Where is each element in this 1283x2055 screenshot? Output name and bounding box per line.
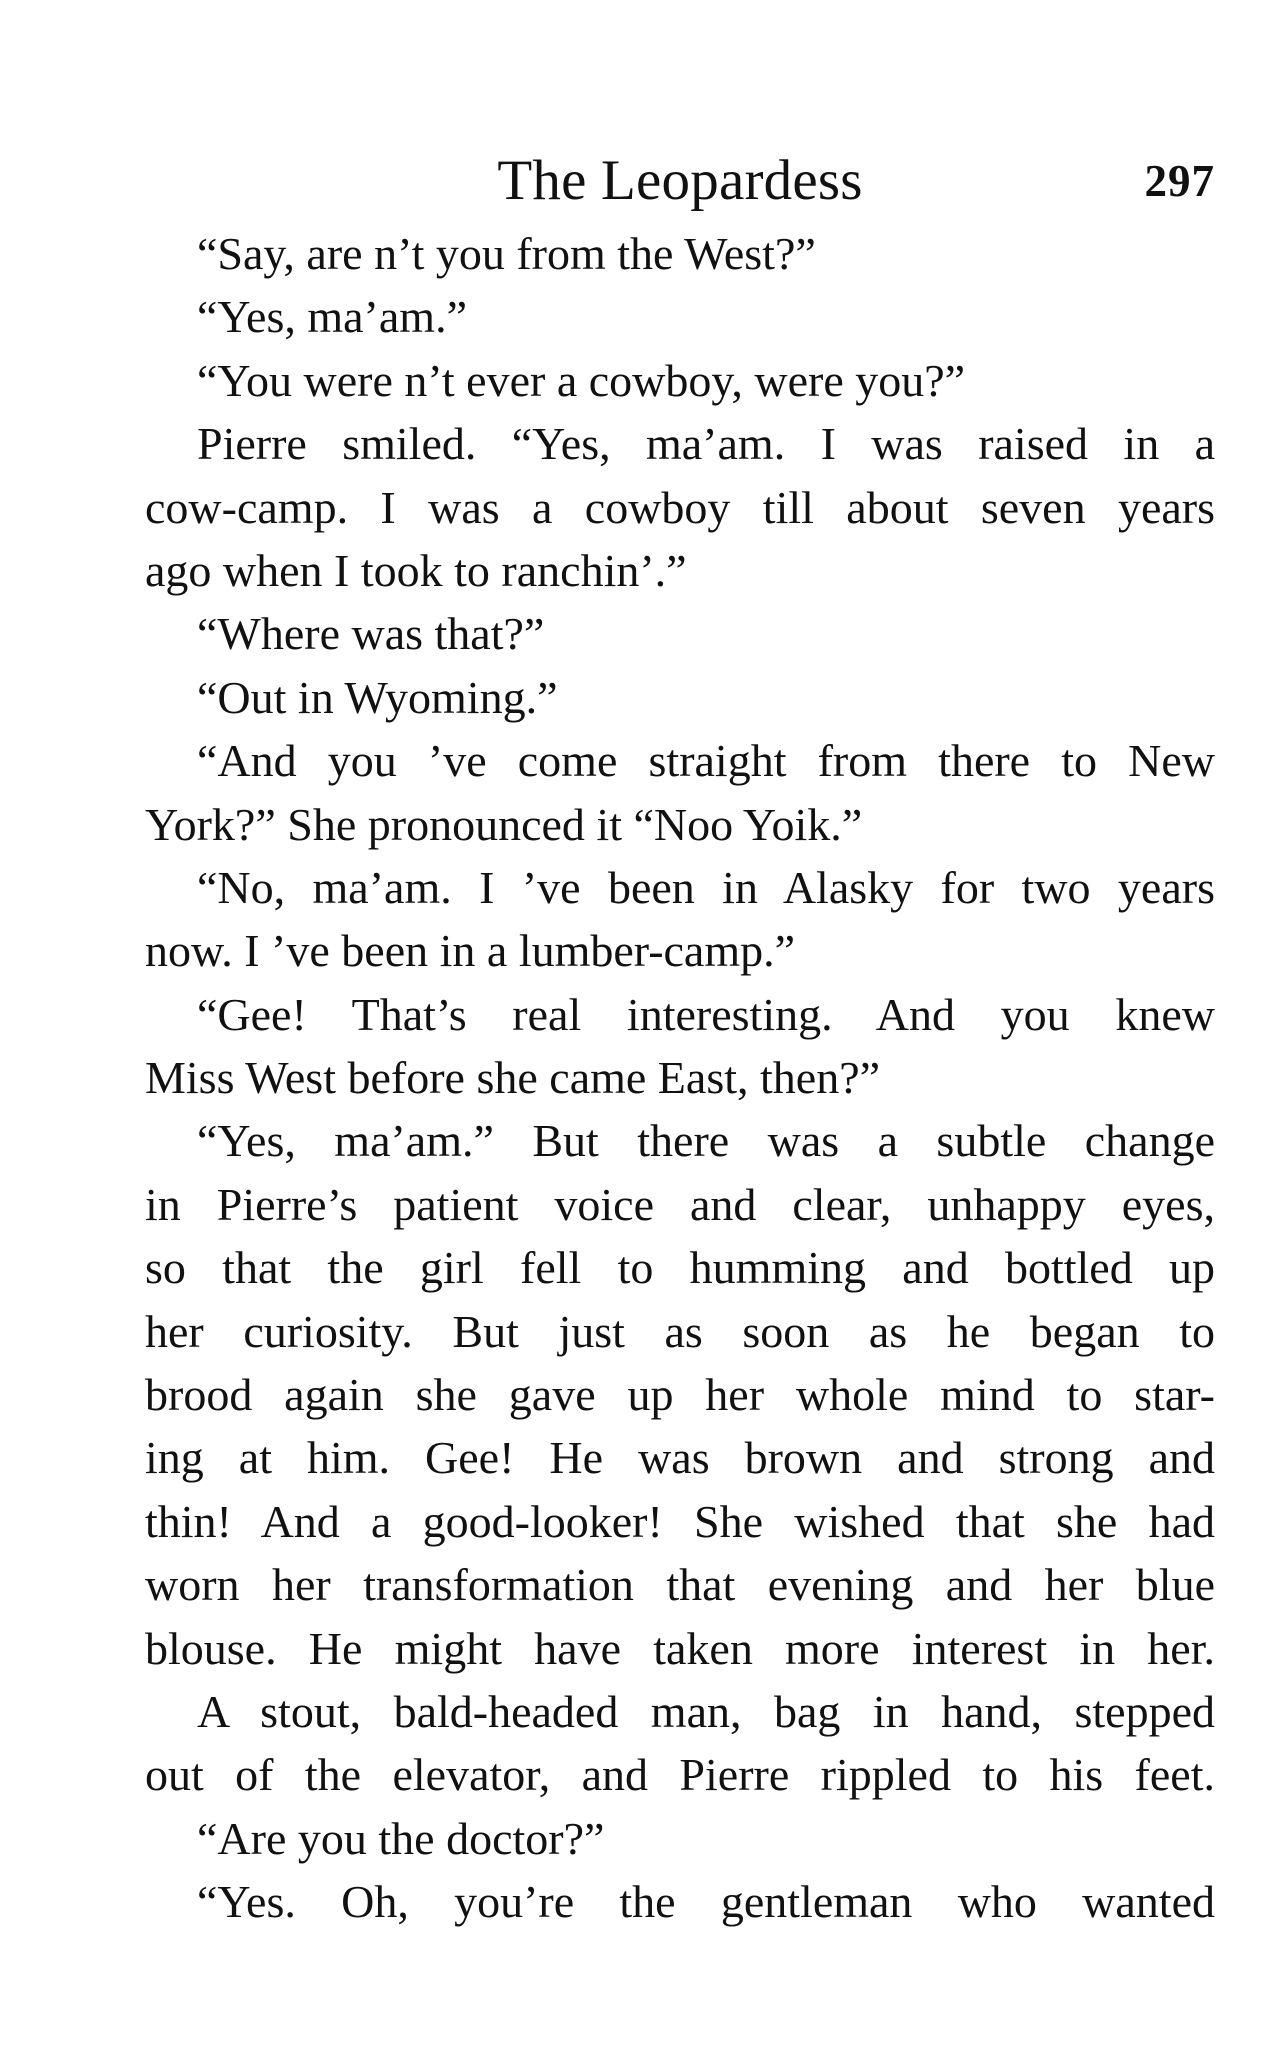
text-line: her curiosity. But just as soon as he began to	[145, 1305, 1215, 1357]
text-line: ago when I took to ranchin’.”	[145, 544, 687, 596]
text-line: “Out in Wyoming.”	[197, 671, 558, 723]
text-line: in Pierre’s patient voice and clear, unhappy eyes,	[145, 1178, 1215, 1230]
text-line: “You were n’t ever a cowboy, were you?”	[197, 354, 966, 406]
text-line: “Gee! That’s real interesting. And you knew	[197, 988, 1215, 1040]
text-line: “Yes, ma’am.” But there was a subtle change	[197, 1115, 1215, 1167]
text-line: York?” She pronounced it “Noo Yoik.”	[145, 798, 863, 850]
text-line: “Yes, ma’am.”	[197, 291, 467, 343]
text-line: ing at him. Gee! He was brown and strong and	[145, 1432, 1215, 1484]
text-line: cow-camp. I was a cowboy till about seven years	[145, 481, 1215, 533]
text-line: A stout, bald-headed man, bag in hand, stepped	[197, 1685, 1215, 1737]
text-line: worn her transformation that evening and her blue	[145, 1559, 1215, 1611]
text-line: now. I ’ve been in a lumber-camp.”	[145, 925, 796, 977]
text-line: thin! And a good-looker! She wished that she had	[145, 1495, 1215, 1547]
running-title: The Leopardess	[497, 149, 863, 212]
text-line: out of the elevator, and Pierre rippled to his feet.	[145, 1749, 1215, 1801]
page-number: 297	[1144, 156, 1215, 206]
text-line: Pierre smiled. “Yes, ma’am. I was raised in a	[197, 418, 1215, 470]
text-line: Miss West before she came East, then?”	[145, 1052, 881, 1104]
text-line: “And you ’ve come straight from there to New	[197, 735, 1215, 787]
book-page	[145, 140, 1215, 1934]
text-line: “Yes. Oh, you’re the gentleman who wanted	[197, 1876, 1215, 1928]
text-line: so that the girl fell to humming and bottled up	[145, 1242, 1215, 1294]
page-header	[145, 140, 1215, 222]
text-line: “Are you the doctor?”	[197, 1812, 605, 1864]
text-line: “Where was that?”	[197, 608, 545, 660]
text-line: “Say, are n’t you from the West?”	[197, 228, 816, 279]
text-line: blouse. He might have taken more interest in her.	[145, 1622, 1215, 1674]
text-line: “No, ma’am. I ’ve been in Alasky for two years	[197, 861, 1215, 913]
body-text	[145, 222, 1215, 1934]
text-line: brood again she gave up her whole mind to star-	[145, 1369, 1215, 1421]
